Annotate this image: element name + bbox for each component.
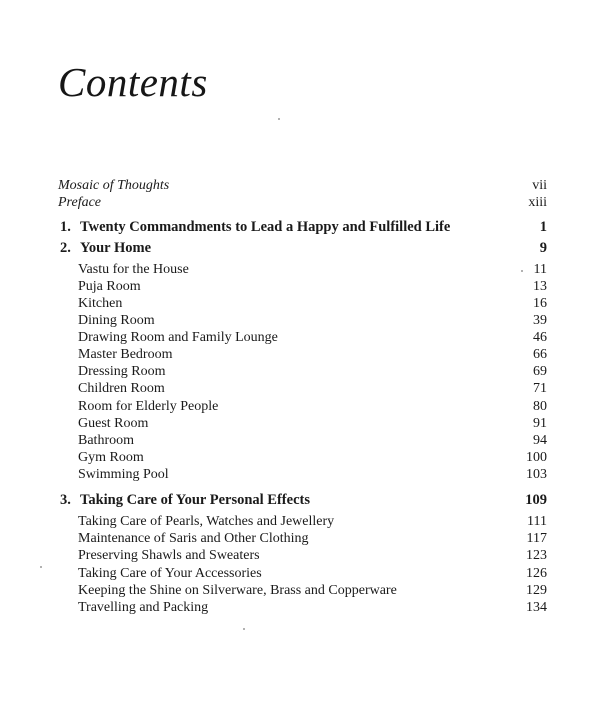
section-page: 103 <box>526 467 547 482</box>
chapter-page: 109 <box>525 492 547 508</box>
chapter-page: 9 <box>539 240 547 256</box>
section-page: 66 <box>533 347 547 362</box>
section-title: Master Bedroom <box>78 347 173 362</box>
print-speck <box>278 118 280 120</box>
section-page: 16 <box>533 296 547 311</box>
chapter-title: Twenty Commandments to Lead a Happy and Fulfilled Life <box>80 219 451 235</box>
section-page: 71 <box>533 381 547 396</box>
section-title: Taking Care of Your Accessories <box>78 566 262 581</box>
section-page: 91 <box>533 416 547 431</box>
section-title: Bathroom <box>78 433 134 448</box>
toc-chapter[interactable] <box>0 238 600 258</box>
section-page: 123 <box>526 548 547 563</box>
section-title: Room for Elderly People <box>78 399 219 414</box>
page-title: Contents <box>58 59 208 105</box>
section-title: Vastu for the House <box>78 262 189 277</box>
toc-entry-front[interactable] <box>0 193 600 213</box>
section-title: Puja Room <box>78 279 141 294</box>
section-title: Children Room <box>78 381 165 396</box>
section-page: 39 <box>533 313 547 328</box>
section-title: Maintenance of Saris and Other Clothing <box>78 531 309 546</box>
chapter-title: Taking Care of Your Personal Effects <box>80 492 310 508</box>
chapter-number: 1. <box>60 219 71 235</box>
toc-section[interactable] <box>0 598 600 618</box>
section-page: 13 <box>533 279 547 294</box>
section-title: Guest Room <box>78 416 149 431</box>
section-page: 94 <box>533 433 547 448</box>
section-page: 46 <box>533 330 547 345</box>
section-title: Travelling and Packing <box>78 600 209 615</box>
section-title: Taking Care of Pearls, Watches and Jewellery <box>78 514 335 529</box>
section-page: 134 <box>526 600 547 615</box>
toc-section[interactable] <box>0 546 600 566</box>
chapter-number: 3. <box>60 492 71 508</box>
section-page: 69 <box>533 364 547 379</box>
section-title: Preserving Shawls and Sweaters <box>78 548 260 563</box>
section-title: Swimming Pool <box>78 467 169 482</box>
section-title: Dining Room <box>78 313 155 328</box>
toc-section[interactable] <box>0 379 600 399</box>
section-page: 129 <box>526 583 547 598</box>
section-page: 126 <box>526 566 547 581</box>
print-speck <box>40 566 42 568</box>
toc-chapter[interactable] <box>0 490 600 510</box>
section-page: 100 <box>526 450 547 465</box>
section-page: 80 <box>533 399 547 414</box>
chapter-page: 1 <box>539 219 547 235</box>
section-title: Gym Room <box>78 450 144 465</box>
section-title: Drawing Room and Family Lounge <box>78 330 278 345</box>
section-page: 111 <box>527 514 547 529</box>
section-title: Dressing Room <box>78 364 166 379</box>
chapter-number: 2. <box>60 240 71 256</box>
toc-entry-label: Mosaic of Thoughts <box>58 178 170 193</box>
toc-entry-label: Preface <box>58 195 102 210</box>
toc-entry-page: vii <box>532 178 547 193</box>
print-speck <box>243 628 245 630</box>
section-title: Keeping the Shine on Silverware, Brass and Copperware <box>78 583 397 598</box>
toc-section[interactable] <box>0 465 600 485</box>
section-page: 11 <box>533 262 547 277</box>
print-speck <box>521 270 523 272</box>
section-page: 117 <box>526 531 547 546</box>
toc-chapter[interactable] <box>0 217 600 237</box>
chapter-title: Your Home <box>80 240 152 256</box>
section-title: Kitchen <box>78 296 123 311</box>
toc-entry-page: xiii <box>528 195 547 210</box>
